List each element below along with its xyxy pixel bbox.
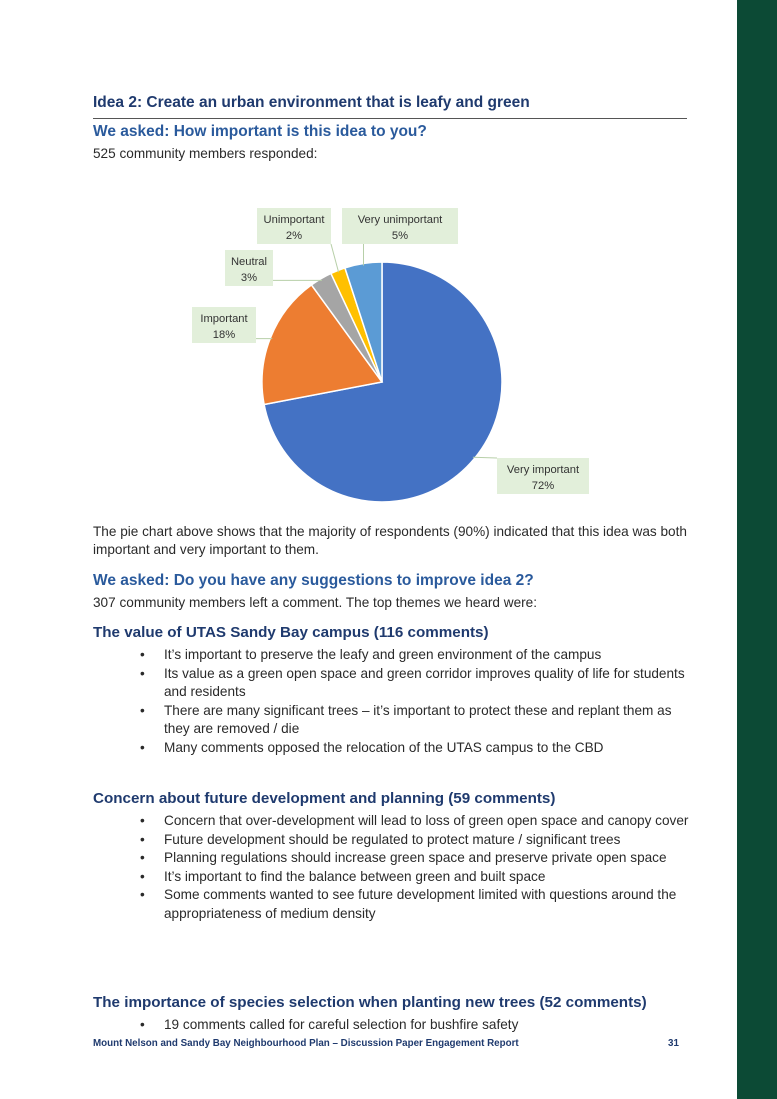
- list-item: • Planning regulations should increase green space and preserve private open space: [140, 849, 690, 868]
- pie-label-category: Neutral: [230, 256, 268, 268]
- pie-label-category: Unimportant: [263, 214, 325, 226]
- list-item: • Some comments wanted to see future development limited with questions around the appropriateness of medium density: [140, 886, 690, 923]
- pie-label-value: 2%: [285, 230, 303, 242]
- question-1-heading: We asked: How important is this idea to you?: [93, 123, 427, 140]
- theme-1-title: The value of UTAS Sandy Bay campus (116 comments): [93, 624, 489, 641]
- leader-line: [473, 457, 497, 458]
- page-number: 31: [668, 1038, 679, 1049]
- importance-pie-chart: [185, 200, 605, 510]
- pie-label-category: Important: [200, 313, 248, 325]
- footer-text: Mount Nelson and Sandy Bay Neighbourhood Plan – Discussion Paper Engagement Report: [93, 1038, 519, 1049]
- theme-1-list: [140, 646, 690, 757]
- question-1-respondents: 525 community members responded:: [93, 146, 318, 161]
- section-title: Idea 2: Create an urban environment that is leafy and green: [93, 94, 530, 111]
- pie-label: [192, 307, 256, 343]
- list-item: • There are many significant trees – it’s important to protect these and replant them as they are removed / die: [140, 702, 690, 739]
- pie-label-value: 5%: [391, 230, 409, 242]
- pie-label: [257, 208, 331, 244]
- pie-label-category: Very unimportant: [357, 214, 443, 226]
- pie-label: [497, 458, 589, 494]
- pie-label: [342, 208, 458, 244]
- pie-label: [225, 250, 273, 286]
- theme-3-list: [140, 1016, 690, 1035]
- theme-2-title: Concern about future development and planning (59 comments): [93, 790, 556, 807]
- chart-summary: The pie chart above shows that the majority of respondents (90%) indicated that this idea was both important and very important to them.: [93, 524, 687, 557]
- pie-label-value: 72%: [531, 480, 555, 492]
- list-item: • It’s important to preserve the leafy and green environment of the campus: [140, 646, 690, 665]
- pie-label-value: 18%: [212, 329, 236, 341]
- pie-slices: [262, 262, 502, 502]
- theme-3-title: The importance of species selection when planting new trees (52 comments): [93, 994, 647, 1011]
- pie-label-value: 3%: [240, 272, 258, 284]
- list-item: • 19 comments called for careful selection for bushfire safety: [140, 1016, 690, 1035]
- list-item: • Many comments opposed the relocation of the UTAS campus to the CBD: [140, 739, 690, 758]
- pie-label-category: Very important: [506, 464, 580, 476]
- list-item: • Concern that over-development will lead to loss of green open space and canopy cover: [140, 812, 690, 831]
- question-2-heading: We asked: Do you have any suggestions to improve idea 2?: [93, 572, 534, 589]
- theme-2-list: [140, 812, 690, 923]
- list-item: • Future development should be regulated to protect mature / significant trees: [140, 831, 690, 850]
- leader-line: [331, 244, 339, 272]
- side-color-band: [737, 0, 777, 1099]
- list-item: • It’s important to find the balance between green and built space: [140, 868, 690, 887]
- title-rule: [93, 118, 687, 119]
- list-item: • Its value as a green open space and green corridor improves quality of life for students and residents: [140, 665, 690, 702]
- question-2-respondents: 307 community members left a comment. The top themes we heard were:: [93, 595, 538, 610]
